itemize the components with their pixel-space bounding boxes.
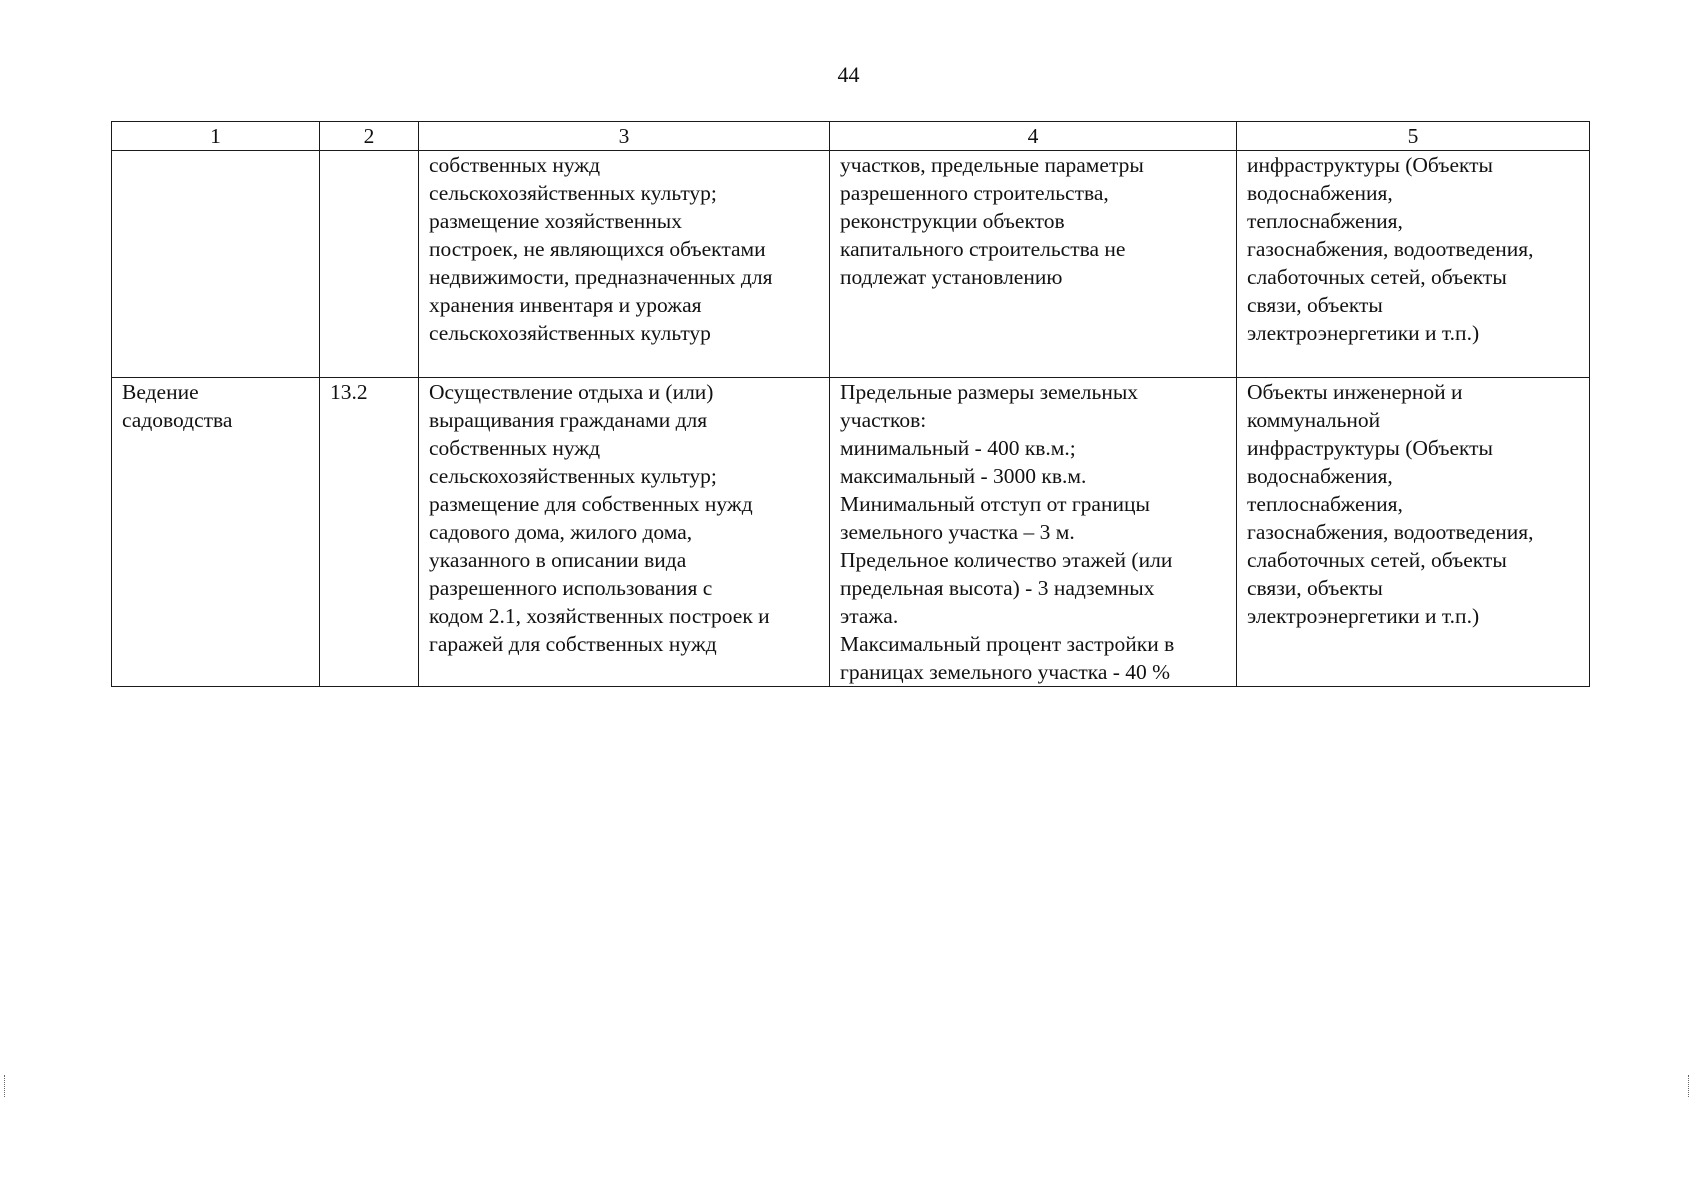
text-line: Предельное количество этажей (или	[840, 548, 1173, 572]
text-line: Осуществление отдыха и (или)	[429, 380, 714, 404]
right-margin-mark	[1688, 1075, 1693, 1097]
cell-use-code	[320, 151, 419, 378]
table-row	[112, 378, 1590, 687]
text-line: коммунальной	[1247, 408, 1381, 432]
text-line: сельскохозяйственных культур;	[429, 464, 717, 488]
text-line: водоснабжения,	[1247, 464, 1393, 488]
cell-auxiliary-uses	[1237, 151, 1590, 378]
text-line: максимальный - 3000 кв.м.	[840, 464, 1087, 488]
text-line: земельного участка – 3 м.	[840, 520, 1075, 544]
left-margin-mark	[4, 1075, 9, 1097]
text-line: границах земельного участка - 40 %	[840, 660, 1171, 684]
text-line: разрешенного строительства,	[840, 181, 1109, 205]
text-line: теплоснабжения,	[1247, 492, 1403, 516]
cell-auxiliary-uses	[1237, 378, 1590, 687]
page-number: 44	[837, 62, 860, 87]
text-line: собственных нужд	[429, 153, 601, 177]
text-line: электроэнергетики и т.п.)	[1247, 604, 1480, 628]
text-line: недвижимости, предназначенных для	[429, 265, 773, 289]
column-header-1: 1	[112, 122, 320, 151]
text-line: кодом 2.1, хозяйственных построек и	[429, 604, 770, 628]
text-line: 13.2	[330, 380, 368, 404]
text-line: участков, предельные параметры	[840, 153, 1144, 177]
text-line: разрешенного использования с	[429, 576, 713, 600]
text-line: садоводства	[122, 408, 233, 432]
text-line: этажа.	[840, 604, 899, 628]
text-line: минимальный - 400 кв.м.;	[840, 436, 1076, 460]
text-line: Предельные размеры земельных	[840, 380, 1139, 404]
text-line: Минимальный отступ от границы	[840, 492, 1150, 516]
table-header-row	[112, 122, 1590, 151]
text-line: указанного в описании вида	[429, 548, 687, 572]
column-header-5: 5	[1237, 122, 1590, 151]
text-line: хранения инвентаря и урожая	[429, 293, 702, 317]
text-line: слаботочных сетей, объекты	[1247, 548, 1507, 572]
text-line: участков:	[840, 408, 927, 432]
text-line: предельная высота) - 3 надземных	[840, 576, 1155, 600]
text-line: Максимальный процент застройки в	[840, 632, 1175, 656]
text-line: Ведение	[122, 380, 199, 404]
cell-use-description	[419, 378, 830, 687]
column-header-4: 4	[830, 122, 1237, 151]
text-line: связи, объекты	[1247, 576, 1383, 600]
text-line: инфраструктуры (Объекты	[1247, 153, 1494, 177]
text-line: гаражей для собственных нужд	[429, 632, 717, 656]
cell-use-name	[112, 151, 320, 378]
cell-parameters	[830, 151, 1237, 378]
text-line: слаботочных сетей, объекты	[1247, 265, 1507, 289]
text-line: реконструкции объектов	[840, 209, 1065, 233]
text-line: Объекты инженерной и	[1247, 380, 1463, 404]
text-line: газоснабжения, водоотведения,	[1247, 520, 1534, 544]
column-header-2: 2	[320, 122, 419, 151]
cell-use-code	[320, 378, 419, 687]
text-line: размещение для собственных нужд	[429, 492, 753, 516]
text-line: инфраструктуры (Объекты	[1247, 436, 1494, 460]
text-line: водоснабжения,	[1247, 181, 1393, 205]
text-line: выращивания гражданами для	[429, 408, 708, 432]
text-line: газоснабжения, водоотведения,	[1247, 237, 1534, 261]
cell-use-name	[112, 378, 320, 687]
text-line: сельскохозяйственных культур	[429, 321, 711, 345]
column-header-3: 3	[419, 122, 830, 151]
text-line: связи, объекты	[1247, 293, 1383, 317]
text-line: размещение хозяйственных	[429, 209, 682, 233]
text-line: сельскохозяйственных культур;	[429, 181, 717, 205]
table-row	[112, 151, 1590, 378]
cell-use-description	[419, 151, 830, 378]
text-line: подлежат установлению	[840, 265, 1063, 289]
cell-parameters	[830, 378, 1237, 687]
text-line: капитального строительства не	[840, 237, 1126, 261]
text-line: электроэнергетики и т.п.)	[1247, 321, 1480, 345]
text-line: собственных нужд	[429, 436, 601, 460]
text-line: теплоснабжения,	[1247, 209, 1403, 233]
regulations-table	[111, 121, 1590, 687]
text-line: садового дома, жилого дома,	[429, 520, 693, 544]
text-line: построек, не являющихся объектами	[429, 237, 766, 261]
